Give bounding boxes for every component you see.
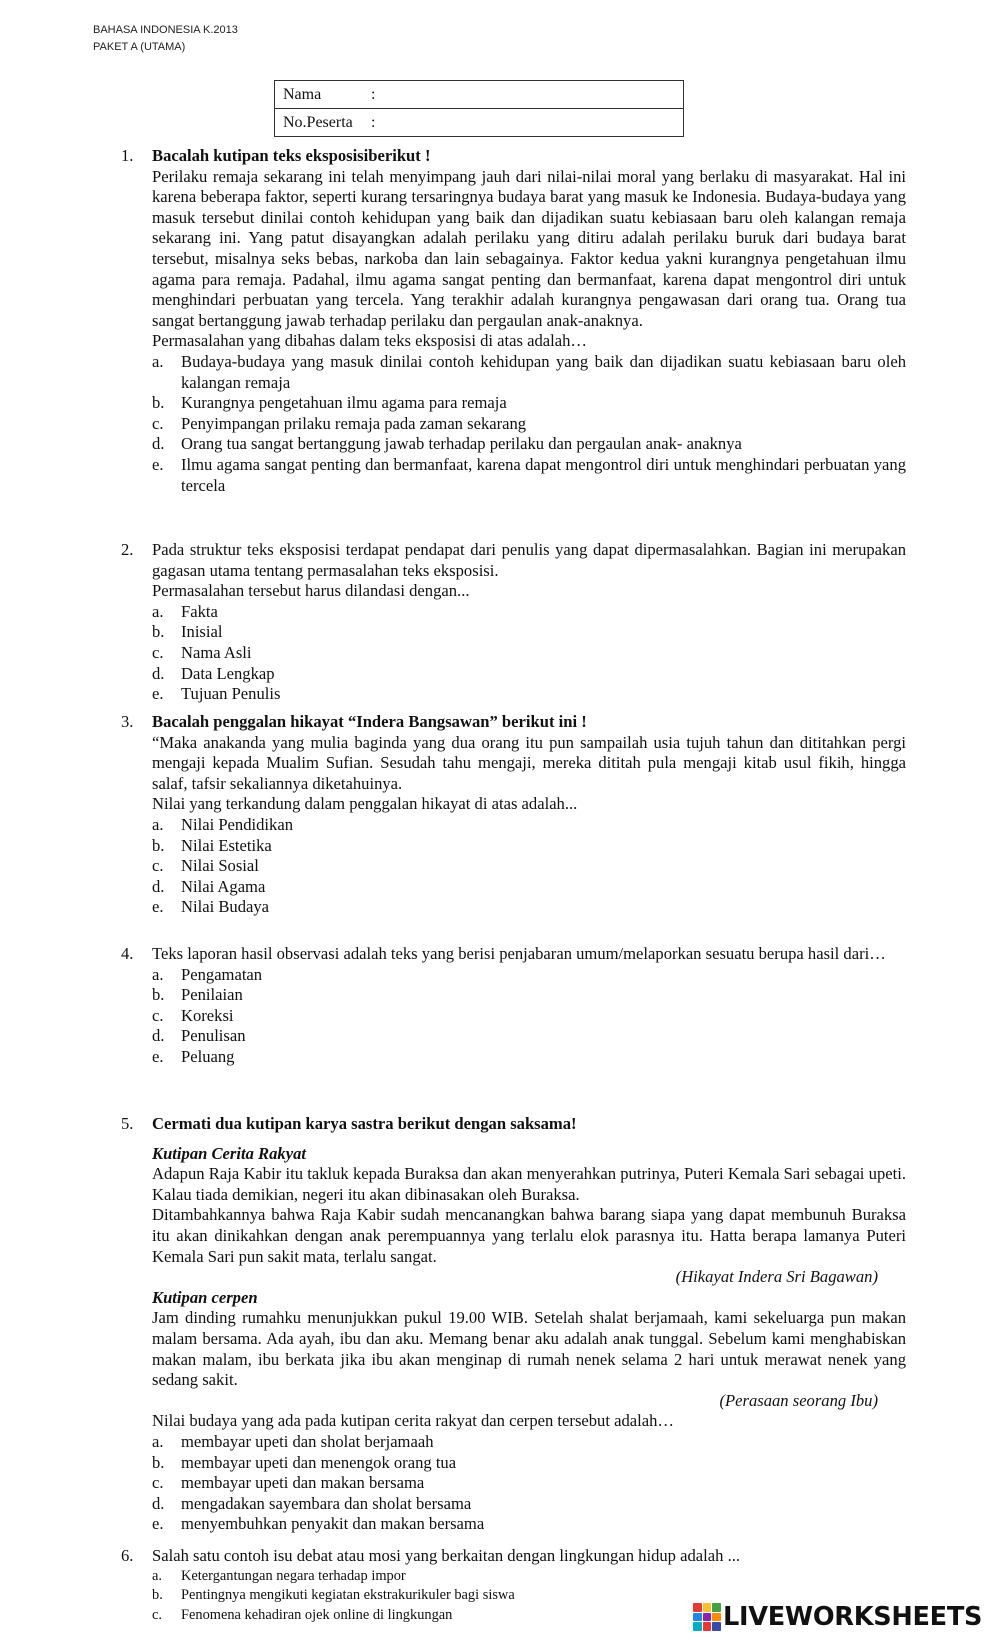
liveworksheets-logo-icon [693, 1603, 721, 1631]
answer-option-d[interactable]: d. Nilai Agama [152, 876, 266, 896]
logo-tile [693, 1603, 702, 1612]
question-5 [121, 1114, 906, 1535]
logo-tile [703, 1613, 712, 1622]
question-passage: Salah satu contoh isu debat atau mosi yang berkaitan dengan lingkungan hidup adalah ... [152, 1546, 741, 1565]
answer-options [152, 352, 906, 496]
answer-option-a[interactable]: a. Ketergantungan negara terhadap impor [152, 1567, 406, 1584]
answer-option-d[interactable]: d. Data Lengkap [152, 663, 275, 683]
answer-option-b[interactable]: b. membayar upeti dan menengok orang tua [152, 1452, 457, 1472]
question-instruction: Cermati dua kutipan karya sastra berikut dengan saksama! [152, 1114, 577, 1133]
participant-number-field[interactable] [275, 109, 684, 137]
question-passage: Pada struktur teks eksposisi terdapat pendapat dari penulis yang dapat dipermasalahkan. Bagian ini merupakan gagasan utama tentang permasalahan teks eksposisi. [152, 540, 906, 580]
question-1 [121, 146, 906, 496]
answer-option-e[interactable]: e. menyembuhkan penyakit dan makan bersama [152, 1514, 485, 1534]
question-number: 2. [121, 540, 134, 559]
answer-option-e[interactable]: e. Tujuan Penulis [152, 684, 281, 704]
liveworksheets-wordmark: LIVEWORKSHEETS [723, 1602, 983, 1632]
answer-option-b[interactable]: b. Kurangnya pengetahuan ilmu agama para remaja [152, 393, 507, 413]
logo-tile [712, 1622, 721, 1631]
question-number: 5. [121, 1114, 134, 1133]
participant-number-colon: : [371, 113, 376, 131]
identity-box [274, 80, 684, 137]
answer-option-d[interactable]: d. Penulisan [152, 1026, 246, 1046]
excerpt-folk-tale-source: (Hikayat Indera Sri Bagawan) [675, 1267, 878, 1287]
answer-option-a[interactable]: a. Pengamatan [152, 964, 263, 984]
answer-option-e[interactable]: e. Peluang [152, 1046, 235, 1066]
answer-option-b[interactable]: b. Nilai Estetika [152, 835, 272, 855]
answer-option-c[interactable]: c. Fenomena kehadiran ojek online di lingkungan [152, 1606, 453, 1623]
answer-option-c[interactable]: c. Nilai Sosial [152, 856, 259, 876]
answer-options [152, 1432, 906, 1535]
answer-options [152, 965, 906, 1068]
question-prompt: Permasalahan yang dibahas dalam teks eksposisi di atas adalah… [152, 331, 588, 351]
excerpt-folk-tale-paragraph-2: Ditambahkannya bahwa Raja Kabir sudah mencanangkan bahwa barang siapa yang dapat membunuh Buraksa itu akan dinikahkan dengan anak perempuannya yang terlalu elok parasnya itu. Hatta berapa lamanya Puteri Kemala Sari pun sakit mata, terlalu sangat. [152, 1205, 906, 1266]
logo-tile [712, 1603, 721, 1612]
logo-tile [712, 1613, 721, 1622]
answer-option-b[interactable]: b. Pentingnya mengikuti kegiatan ekstrakurikuler bagi siswa [152, 1587, 515, 1604]
question-number: 6. [121, 1546, 134, 1565]
logo-tile [703, 1622, 712, 1631]
excerpt-folk-tale-paragraph-1: Adapun Raja Kabir itu takluk kepada Buraksa dan akan menyerahkan putrinya, Puteri Kemala Sari sebagai upeti. Kalau tiada demikian, negeri itu akan dibinasakan oleh Buraksa. [152, 1164, 906, 1204]
excerpt-short-story-text: Jam dinding rumahku menunjukkan pukul 19.00 WIB. Setelah shalat berjamaah, kami sekeluarga pun makan malam bersama. Ada ayah, ibu dan aku. Memang benar aku adalah anak tunggal. Sebelum kami menghabiskan makan malam, ibu berkata jika ibu akan menginap di rumah nenek selama 2 hari untuk merawat nenek yang sedang sakit. [152, 1308, 906, 1390]
answer-option-d[interactable]: d. mengadakan sayembara dan sholat bersama [152, 1493, 472, 1513]
excerpt-short-story-source: (Perasaan seorang Ibu) [719, 1390, 878, 1410]
answer-option-b[interactable]: b. Penilaian [152, 985, 243, 1005]
participant-number-label: No.Peserta [283, 113, 353, 131]
answer-option-c[interactable]: c. Koreksi [152, 1005, 234, 1025]
question-number: 3. [121, 712, 134, 731]
question-passage: Perilaku remaja sekarang ini telah menyimpang jauh dari nilai-nilai moral yang berlaku di masyarakat. Hal ini karena beberapa faktor, seperti kurang tersaringnya budaya barat yang masuk ke Indonesia. Budaya-budaya yang masuk tersebut dinilai contoh kehidupan yang baik dan dijadikan suatu kebiasaan baru oleh kalangan remaja sekarang ini. Yang patut disayangkan adalah perilaku yang ditiru adalah perilaku buruk dari budaya barat tersebut, misalnya seks bebas, narkoba dan lain sebagainya. Faktor kedua yakni kurangnya pengetahuan ilmu agama para remaja. Padahal, ilmu agama sangat penting dan bermanfaat, karena dapat mengontrol diri untuk menghindari perbuatan yang tercela. Yang terakhir adalah kurangnya pengawasan dari orang tua. Orang tua sangat bertanggung jawab terhadap perilaku dan pergaulan anak-anaknya. [152, 166, 906, 330]
answer-option-b[interactable]: b. Inisial [152, 622, 223, 642]
answer-options [152, 602, 906, 705]
answer-option-c[interactable]: c. Nama Asli [152, 642, 252, 662]
question-prompt: Nilai yang terkandung dalam penggalan hikayat di atas adalah... [152, 794, 578, 814]
name-colon: : [371, 85, 376, 103]
question-instruction: Bacalah kutipan teks eksposisiberikut ! [152, 146, 431, 165]
answer-option-e[interactable]: e. Nilai Budaya [152, 897, 270, 917]
answer-option-c[interactable]: c. Penyimpangan prilaku remaja pada zaman sekarang [152, 413, 527, 433]
answer-option-c[interactable]: c. membayar upeti dan makan bersama [152, 1473, 425, 1493]
answer-option-a[interactable]: a. Nilai Pendidikan [152, 814, 293, 834]
question-4 [121, 944, 906, 1068]
name-field[interactable] [275, 81, 684, 109]
question-prompt: Permasalahan tersebut harus dilandasi dengan... [152, 581, 470, 601]
question-passage: “Maka anakanda yang mulia baginda yang dua orang itu pun sampailah usia tujuh tahun dan dititahkan pergi mengaji kepada Mualim Sufian. Sesudah tahu mengaji, mereka dititah pula mengaji kitab usul fikih, hingga salaf, tafsir sekaliannya diketahuinya. [152, 732, 906, 793]
question-3 [121, 712, 906, 918]
answer-option-e[interactable]: e. Ilmu agama sangat penting dan bermanfaat, karena dapat mengontrol diri untuk menghindari perbuatan yang tercela [152, 454, 906, 495]
logo-tile [693, 1613, 702, 1622]
excerpt-short-story-title: Kutipan cerpen [152, 1287, 258, 1307]
answer-option-d[interactable]: d. Orang tua sangat bertanggung jawab terhadap perilaku dan pergaulan anak- anaknya [152, 434, 742, 454]
question-prompt: Nilai budaya yang ada pada kutipan cerita rakyat dan cerpen tersebut adalah… [152, 1411, 675, 1431]
answer-option-a[interactable]: a. Budaya-budaya yang masuk dinilai contoh kehidupan yang baik dan dijadikan suatu kebiasaan baru oleh kalangan remaja [152, 351, 906, 392]
question-number: 1. [121, 146, 134, 165]
logo-tile [703, 1603, 712, 1612]
question-number: 4. [121, 944, 134, 963]
excerpt-folk-tale-title: Kutipan Cerita Rakyat [152, 1143, 306, 1163]
liveworksheets-watermark [693, 1600, 993, 1634]
header-subject: BAHASA INDONESIA K.2013 [93, 24, 238, 36]
logo-tile [693, 1622, 702, 1631]
answer-options [152, 815, 906, 918]
answer-option-a[interactable]: a. membayar upeti dan sholat berjamaah [152, 1431, 434, 1451]
question-instruction: Bacalah penggalan hikayat “Indera Bangsawan” berikut ini ! [152, 712, 587, 731]
name-label: Nama [283, 85, 322, 103]
answer-option-a[interactable]: a. Fakta [152, 601, 218, 621]
header-package: PAKET A (UTAMA) [93, 41, 186, 53]
question-2 [121, 540, 906, 705]
question-passage: Teks laporan hasil observasi adalah teks yang berisi penjabaran umum/melaporkan sesuatu berupa hasil dari… [152, 944, 886, 963]
